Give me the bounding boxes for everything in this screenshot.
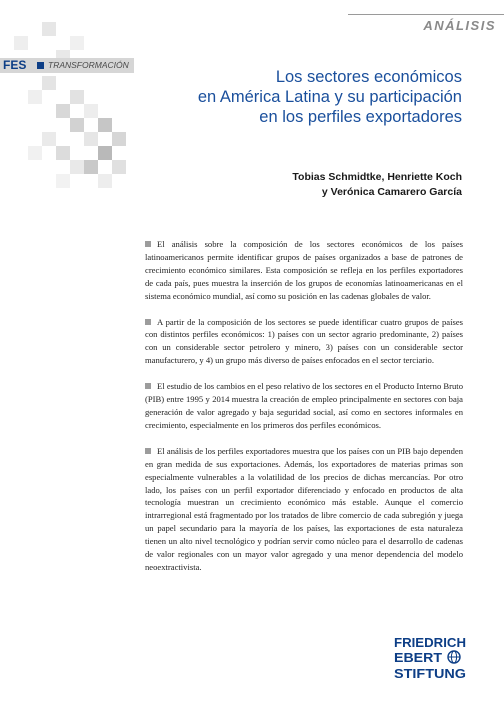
series-bar [0, 58, 134, 73]
logo-line: FRIEDRICH [394, 636, 466, 650]
section-label: ANÁLISIS [423, 18, 496, 33]
authors-line: y Verónica Camarero García [321, 186, 462, 198]
title-line: en los perfiles exportadores [259, 108, 462, 126]
logo-line: STIFTUNG [394, 667, 466, 681]
bullet-square-icon [145, 319, 151, 325]
summary-paragraph [145, 445, 463, 574]
logo-line: EBERT [394, 651, 443, 665]
title-line: Los sectores económicos [275, 68, 462, 86]
summary-paragraph [145, 316, 463, 368]
paragraph-text: El análisis sobre la composición de los sectores económicos de los países latinoamericanos permite identificar grupos de países organizados a base de patrones de crecimiento económico similares. Esta composición se refleja en los perfiles exportadores de cada país, pues muestra la inserción de los grupos de economías latinoamericanas en el sistema económico mundial, así como su posición en las cadenas globales de valor. [145, 239, 463, 301]
bullet-square-icon [145, 448, 151, 454]
brand-square-icon [37, 62, 44, 69]
fes-brand: FES [3, 58, 27, 72]
header-rule [348, 14, 504, 15]
summary-paragraph [145, 238, 463, 303]
paragraph-text: A partir de la composición de los sectores se puede identificar cuatro grupos de países con distintos perfiles económicos: 1) países con un sector agrario predominante, 2) países con un considerable sector petrolero y minero, 3) países con un considerable sector manufacturero, y 4) un grupo más diverso de países enfocados en el sector terciario. [145, 316, 463, 366]
bullet-square-icon [145, 241, 151, 247]
fes-logo-mark [394, 634, 466, 682]
summary-section [145, 238, 463, 587]
authors [162, 170, 462, 200]
bullet-square-icon [145, 383, 151, 389]
document-title [162, 67, 462, 127]
authors-line: Tobias Schmidtke, Henriette Koch [292, 171, 462, 183]
fes-logo [394, 634, 466, 682]
series-name: TRANSFORMACIÓN [48, 60, 129, 70]
summary-paragraph [145, 380, 463, 432]
paragraph-text: El análisis de los perfiles exportadores muestra que los países con un PIB bajo dependen en gran medida de sus exportaciones. Además, los exportadores de materias primas son especialmente vulnerables a la volatilidad de los precios de dichas mercancías. Por otro lado, los países con un perfil exportador diferenciado y enfocado en productos de alta tecnología muestran un crecimiento económico más estable. Aunque el comercio intrarregional está fragmentado por los tratados de libre comercio de cada subregión y juega un papel secundario para la mayoría de los países, las exportaciones de esta naturaleza tienen un alto nivel tecnológico y podrían servir como núcleo para el desarrollo de cadenas de valor regionales con un mayor valor agregado y una menor dependencia del modelo neoextractivista. [145, 445, 463, 572]
title-line: en América Latina y su participación [197, 88, 462, 106]
paragraph-text: El estudio de los cambios en el peso relativo de los sectores en el Producto Interno Bruto (PIB) entre 1995 y 2014 muestra la creación de empleo principalmente en sectores con baja generación de valor agregado y baja seguridad social, así como en sectores informales en crecimiento, especialmente en los primeros dos perfiles económicos. [145, 381, 463, 430]
globe-icon [448, 651, 460, 663]
